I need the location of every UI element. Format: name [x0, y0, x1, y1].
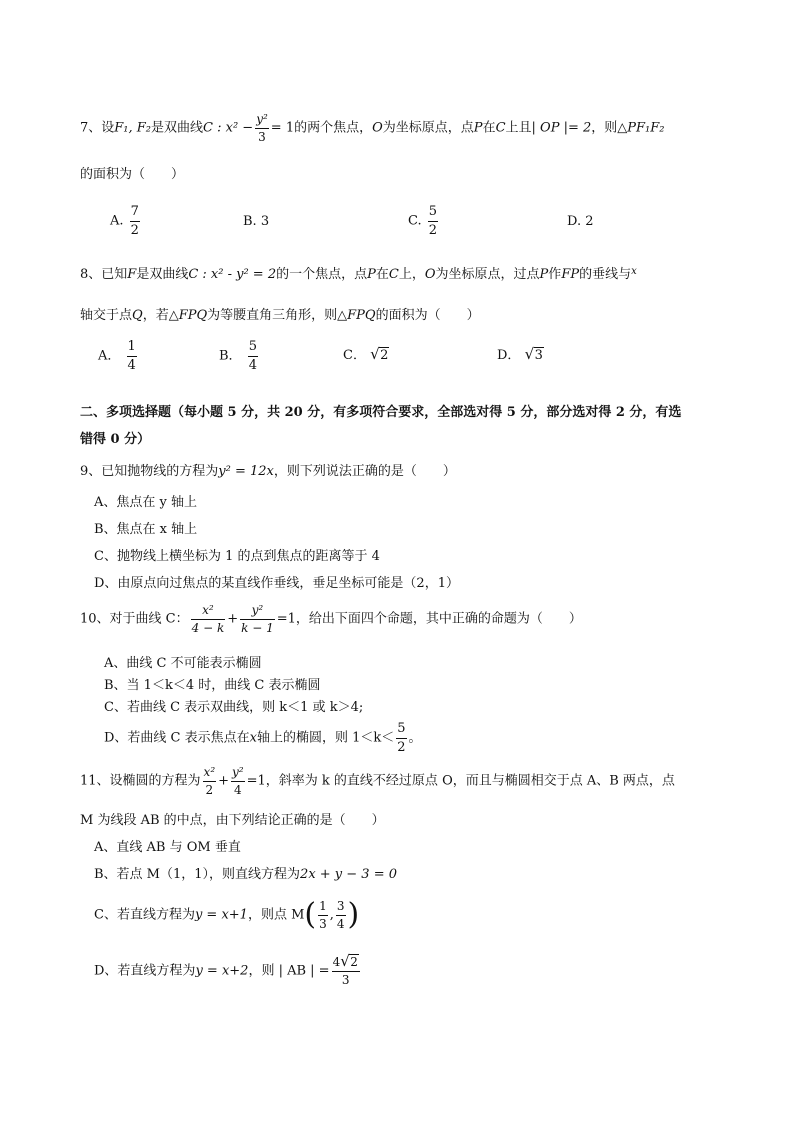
q8-triangle: △FPQ: [168, 308, 208, 323]
q7-text: ，则: [591, 120, 618, 136]
frac-num: 5: [428, 205, 438, 222]
q7-fraction: [255, 113, 269, 143]
q11-stem-line2: M 为线段 AB 的中点，由下列结论正确的是（ ）: [80, 813, 385, 828]
frac-den: 3: [319, 916, 327, 931]
q7-frac-den: 3: [258, 129, 266, 144]
sqrt-symbol: [525, 349, 544, 362]
frac-num: y²: [231, 766, 245, 782]
frac-den: 4: [248, 357, 257, 373]
q7-option-a-frac: [130, 205, 140, 237]
q11-option-b: [94, 868, 397, 881]
q8-text: 轴交于点: [80, 308, 133, 323]
q7-frac-num: y²: [255, 113, 269, 129]
q11-text: ，则 | AB | =: [248, 963, 330, 979]
q8-stem: [80, 267, 637, 281]
q8-text: 为坐标原点，过点: [435, 267, 540, 282]
q7-option-c: [408, 205, 440, 237]
q11-equation: 2x + y − 3 = 0: [300, 867, 398, 882]
q7-stem-line2: 的面积为（ ）: [80, 167, 185, 182]
frac-num: 5: [248, 340, 258, 357]
q10-text: 10、对于曲线 C：: [80, 611, 189, 627]
q10-x: x: [249, 730, 257, 746]
frac-num: 3: [336, 900, 346, 916]
q7-op: | OP |= 2: [531, 120, 592, 136]
q10-stem: [80, 604, 582, 634]
q11-frac1: [203, 766, 217, 796]
option-label: C．: [343, 348, 366, 363]
q7-eq-rest: = 1: [270, 120, 295, 136]
q7-prefix: 7、设: [80, 120, 115, 136]
q10-option-c: C、若曲线 C 表示双曲线，则 k＜1 或 k＞4;: [104, 700, 364, 715]
q11-option-c: [94, 897, 360, 933]
q7-P: P: [473, 120, 483, 136]
option-label: A.: [110, 213, 124, 229]
q10-option-d: [104, 722, 422, 754]
q11-text: ，则点 M: [247, 907, 305, 923]
q11-text: C、若直线方程为: [94, 907, 195, 923]
frac-num: 1: [318, 900, 328, 916]
q8-x: x: [631, 266, 637, 277]
q11-option-d: [94, 956, 362, 986]
q9-equation: y² = 12x: [218, 464, 274, 479]
q9-text: ，则下列说法正确的是（ ）: [273, 464, 456, 479]
q11-frac2: [231, 766, 245, 796]
frac-num: 1: [127, 340, 137, 357]
q11-plus: +: [218, 773, 230, 789]
q8-text: 上，: [398, 267, 425, 282]
frac-num: x²: [203, 766, 217, 782]
q8-text: ，若: [142, 308, 169, 323]
q7-option-b: B. 3: [243, 214, 270, 229]
q10-text: =1，给出下面四个命题，其中正确的命题为（ ）: [276, 611, 582, 627]
frac-num: x²: [191, 604, 226, 620]
q10-option-b: B、当 1＜k＜4 时，曲线 C 表示椭圆: [104, 678, 321, 693]
q9-option-b: B、焦点在 x 轴上: [94, 522, 198, 537]
q8-C: C: [388, 267, 399, 282]
frac-den: k − 1: [241, 620, 274, 635]
coef: 4: [332, 955, 341, 969]
q10-frac2: [240, 604, 275, 634]
q10-option-a: A、曲线 C 不可能表示椭圆: [104, 656, 262, 671]
frac-num: 5: [396, 722, 406, 739]
q7-O: O: [372, 120, 383, 136]
q7-foci: F₁, F₂: [114, 120, 152, 136]
frac-num: y²: [240, 604, 275, 620]
q8-text: 在: [375, 267, 389, 282]
q11-option-a: A、直线 AB 与 OM 垂直: [94, 840, 241, 855]
sqrt-value: 2: [380, 348, 389, 363]
q7-text: 的两个焦点，: [294, 120, 373, 136]
q8-option-b-frac: [248, 340, 258, 372]
q11-equation: y = x+2: [195, 963, 249, 979]
q11-text: 11、设椭圆的方程为: [80, 773, 201, 789]
q11-c-frac1: [318, 900, 328, 930]
q7-stem: [80, 113, 665, 143]
q9-text: 9、已知抛物线的方程为: [80, 464, 219, 479]
q8-O: O: [424, 267, 436, 282]
q7-option-c-frac: [428, 205, 438, 237]
frac-den: 4 − k: [191, 620, 225, 635]
q8-text: 的面积为（ ）: [375, 308, 480, 323]
q8-prefix: 8、已知: [80, 267, 128, 282]
frac-den: 2: [205, 782, 214, 797]
option-label: B．: [219, 348, 242, 364]
q8-Q: Q: [132, 308, 143, 323]
q7-option-a: [110, 205, 142, 237]
sqrt-symbol: [370, 349, 389, 362]
q7-curve: C : x² −: [203, 120, 254, 136]
sqrt-symbol: [340, 956, 359, 969]
q7-text: 上且: [505, 120, 532, 136]
q8-option-c: [343, 349, 389, 362]
q11-stem: [80, 766, 675, 796]
section2-heading-line2: 错得 0 分）: [80, 432, 151, 447]
sqrt-value: 2: [350, 955, 358, 969]
q8-text: 作: [548, 267, 562, 282]
frac-den: 2: [428, 222, 438, 238]
q11-equation: y = x+1: [194, 907, 248, 923]
q8-stem-line2: [80, 309, 480, 322]
q9-stem: [80, 465, 456, 478]
q11-d-frac: [332, 956, 360, 986]
q11-c-frac2: [336, 900, 346, 930]
option-label: D．: [497, 348, 521, 363]
frac-num: [332, 956, 360, 972]
q8-F: F: [127, 267, 137, 282]
q10-text: 轴上的椭圆，则 1＜k＜: [256, 730, 395, 746]
q10-text: 。: [408, 730, 422, 746]
q8-option-a: [98, 340, 139, 372]
q7-option-d: D. 2: [567, 214, 594, 229]
comma: ,: [329, 907, 334, 923]
q10-d-frac: [396, 722, 406, 754]
option-label: A．: [98, 348, 121, 364]
option-label: C.: [408, 213, 422, 229]
frac-den: 4: [336, 916, 345, 931]
q8-text: 是双曲线: [136, 267, 189, 282]
q8-triangle: △FPQ: [337, 308, 376, 323]
sqrt-value: 3: [534, 348, 543, 363]
section2-heading: 二、多项选择题（每小题 5 分，共 20 分，有多项符合要求，全部选对得 5 分，部分选对得 2 分，有选: [80, 405, 682, 420]
q11-text: D、若直线方程为: [94, 963, 196, 979]
q7-text: 是双曲线: [151, 120, 204, 136]
q8-text: 的垂线与: [579, 267, 632, 282]
q8-option-b: [219, 340, 260, 372]
q7-C: C: [495, 120, 506, 136]
frac-den: 2: [397, 739, 406, 755]
q8-FP: FP: [561, 267, 580, 282]
q10-frac1: [191, 604, 226, 634]
q7-text: 为坐标原点，点: [382, 120, 474, 136]
q9-option-c: C、抛物线上横坐标为 1 的点到焦点的距离等于 4: [94, 549, 380, 564]
q8-option-d: [497, 349, 544, 362]
q11-text: B、若点 M（1，1），则直线方程为: [94, 867, 301, 882]
q9-option-d: D、由原点向过焦点的某直线作垂线，垂足坐标可能是（2，1）: [94, 576, 459, 591]
q8-P: P: [367, 267, 376, 282]
paren-right: ): [347, 897, 360, 933]
q8-curve: C : x² - y² = 2: [188, 267, 277, 282]
q8-text: 为等腰直角三角形，则: [207, 308, 338, 323]
frac-den: 4: [234, 782, 242, 797]
paren-left: (: [304, 897, 317, 933]
q7-text: 在: [482, 120, 496, 136]
q10-text: D、若曲线 C 表示焦点在: [104, 730, 250, 746]
q8-text: 的一个焦点，点: [276, 267, 368, 282]
q11-text: =1，斜率为 k 的直线不经过原点 O，而且与椭圆相交于点 A、B 两点，点: [246, 773, 675, 789]
q8-P: P: [539, 267, 549, 282]
frac-den: 2: [130, 222, 139, 238]
frac-num: 7: [130, 205, 140, 222]
q10-plus: +: [227, 611, 239, 627]
q8-option-a-frac: [127, 340, 137, 372]
q7-triangle: △PF₁F₂: [617, 120, 665, 136]
frac-den: 4: [127, 357, 136, 373]
q9-option-a: A、焦点在 y 轴上: [94, 495, 197, 510]
frac-den: 3: [341, 972, 350, 987]
